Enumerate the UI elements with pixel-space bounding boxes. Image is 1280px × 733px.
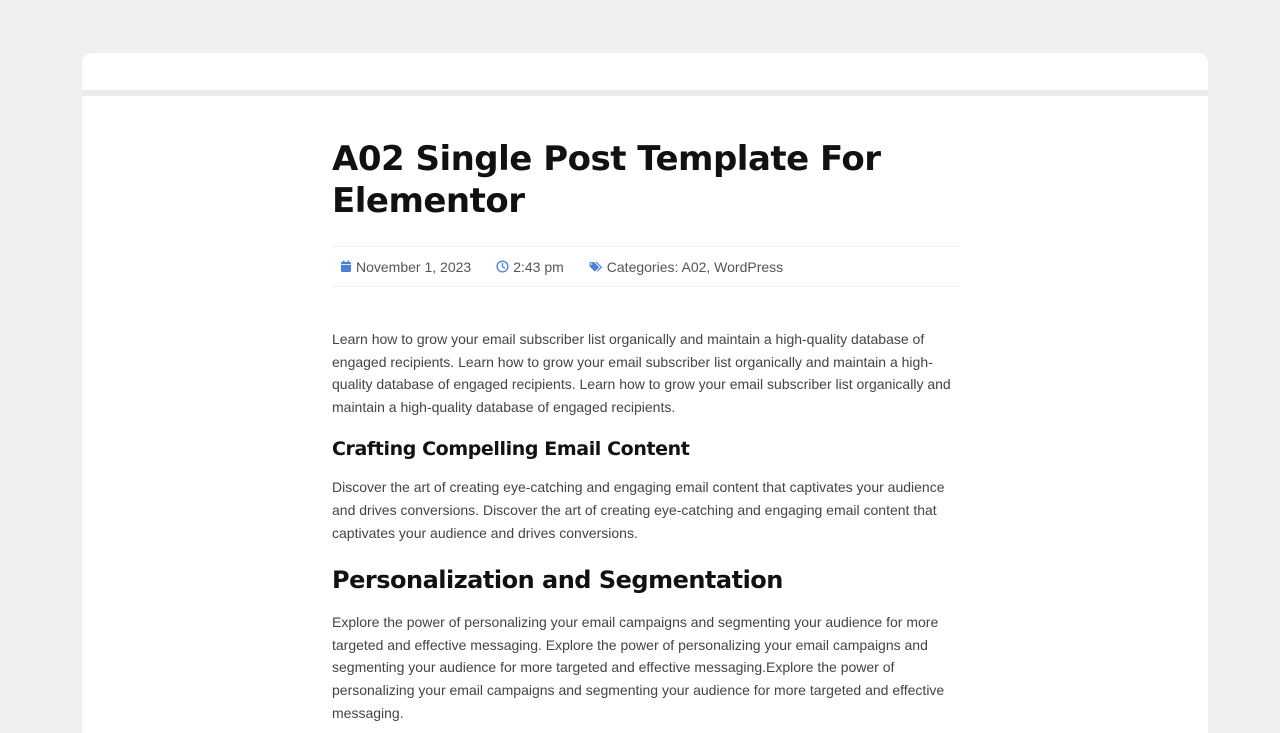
post-intro: Learn how to grow your email subscriber list organically and maintain a high-quality database of engaged recipients. Learn how to grow your email subscriber list organically and maintain a high-quality database of engaged recipients. Learn how to grow your email subscriber list organically and maintain a high-quality database of engaged recipients.: [332, 331, 951, 415]
post-article: [332, 138, 959, 724]
calendar-icon: [340, 260, 352, 273]
post-categories: [589, 259, 783, 275]
section-body-personalization: Explore the power of personalizing your email campaigns and segmenting your audience for more targeted and effective messaging. Explore the power of personalizing your email campaigns and segmenting your audience for more targeted and effective messaging.Explore the power of personalizing your email campaigns and segmenting your audience for more targeted and effective messaging.: [332, 614, 945, 721]
header-bar: [82, 53, 1208, 96]
post-date: [340, 259, 471, 275]
post-categories-text[interactable]: Categories: A02, WordPress: [606, 258, 784, 275]
post-meta: [332, 246, 959, 287]
section-heading-email-content: Crafting Compelling Email Content: [332, 438, 690, 461]
page-frame: [82, 53, 1208, 733]
post-time-text: 2:43 pm: [513, 258, 564, 275]
clock-icon: [496, 260, 509, 273]
post-title: A02 Single Post Template For Elementor: [332, 139, 881, 221]
tags-icon: [589, 261, 603, 273]
post-time: [496, 259, 564, 275]
section-body-email-content: Discover the art of creating eye-catching and engaging email content that captivates your audience and drives conversions. Discover the art of creating eye-catching and engaging email content that captivates your audience and drives conversions.: [332, 479, 945, 541]
post-date-text: November 1, 2023: [356, 258, 472, 275]
section-heading-personalization: Personalization and Segmentation: [332, 566, 783, 595]
